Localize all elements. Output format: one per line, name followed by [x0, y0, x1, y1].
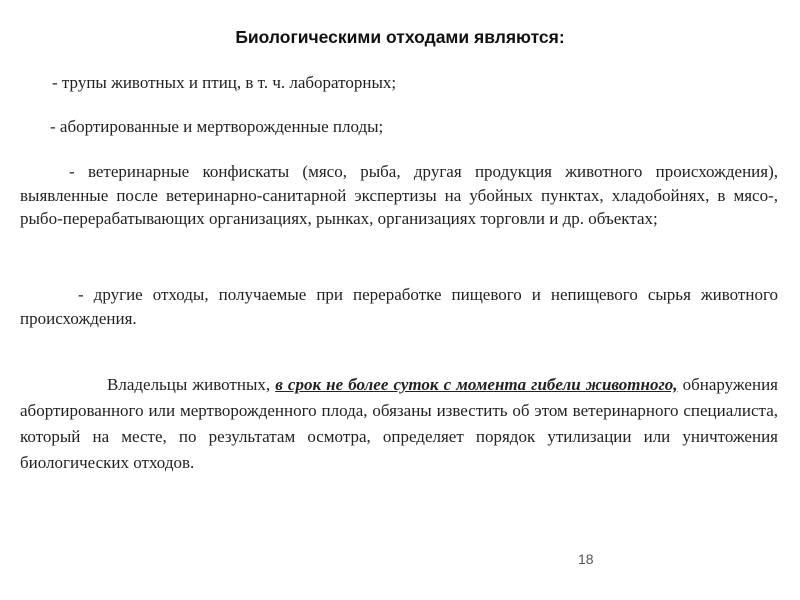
list-item-animal-corpses: - трупы животных и птиц, в т. ч. лабораторных; — [52, 73, 397, 92]
owner-paragraph-start: Владельцы животных, — [107, 375, 276, 394]
list-item-veterinary-confiscates: - ветеринарные конфискаты (мясо, рыба, другая продукция животного происхождения), выявленные после ветеринарно-санитарной экспертизы на убойных пунктах, хладобойнях, в мясо-, рыбо-перерабатывающих организациях, рынках, организациях торговли и др. объектах; — [20, 162, 778, 228]
deadline-emphasis: в срок не более суток с момента гибели животного, — [275, 375, 678, 394]
list-item-aborted-fetuses: - абортированные и мертворожденные плоды; — [50, 117, 384, 136]
owner-obligation-paragraph — [20, 372, 778, 476]
owner-paragraph-end: обнаружения абортированного или мертворожденного плода, обязаны известить об этом ветеринарного специалиста, который на месте, по результатам осмотра, определяет порядок утилизации или уничтожения биологических отходов. — [20, 375, 778, 472]
page-number: 18 — [578, 551, 594, 567]
slide-title: Биологическими отходами являются: — [235, 27, 565, 47]
list-item-other-waste: - другие отходы, получаемые при переработке пищевого и непищевого сырья животного происхождения. — [20, 285, 778, 328]
